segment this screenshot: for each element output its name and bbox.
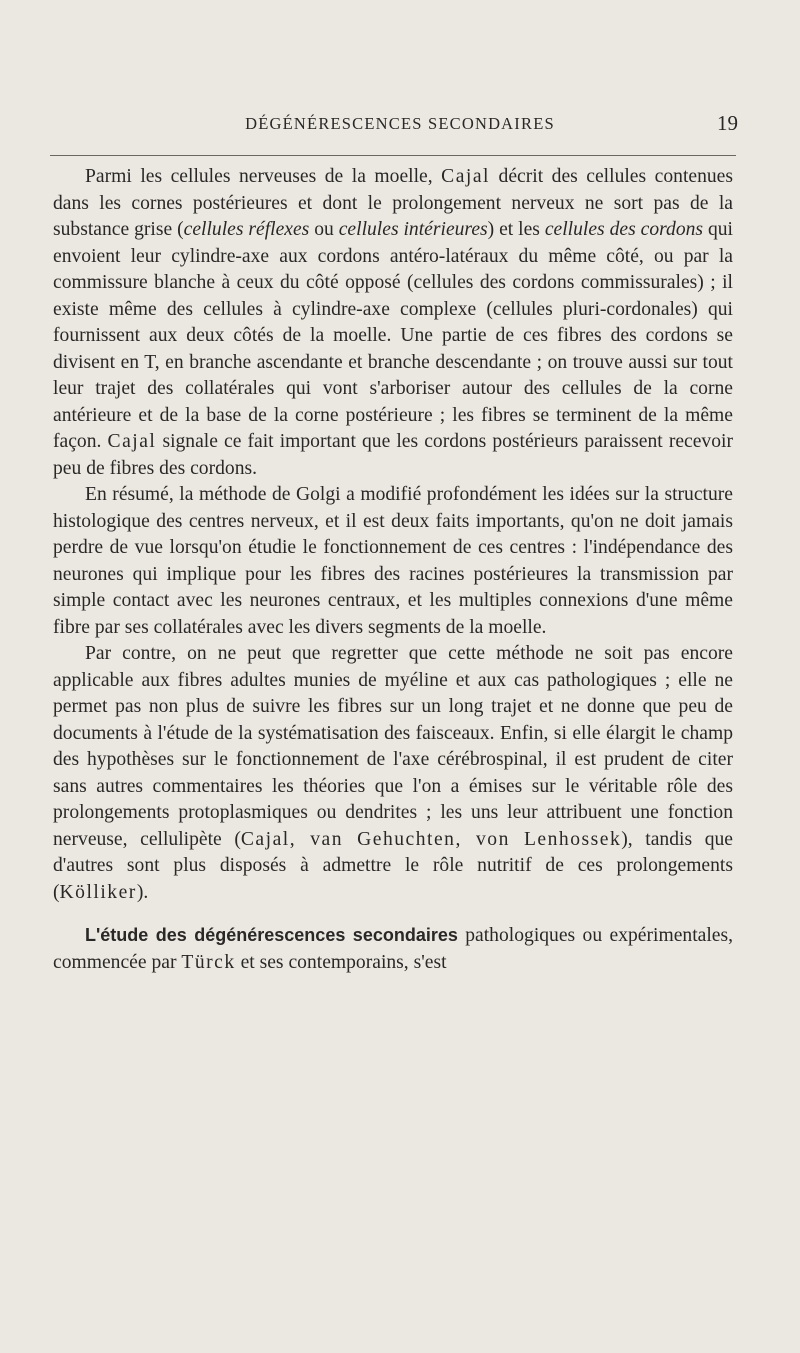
running-head: DÉGÉNÉRESCENCES SECONDAIRES bbox=[245, 114, 555, 133]
text-segment: ), tandis que d'autres sont plus disposés à admettre le rôle nutritif de ces prolongements ( bbox=[53, 828, 733, 903]
section-lead: L'étude des dégénérescences secondaires bbox=[85, 925, 458, 945]
body-text bbox=[53, 164, 733, 976]
page-number: 19 bbox=[717, 111, 738, 135]
text-segment: Par contre, on ne peut que regretter que cette méthode ne soit pas encore applicable aux fibres adultes munies de myéline et aux cas pathologiques ; elle ne permet pas non plus de suivre les fibres sur un long trajet et ne donne que peu de documents à l'étude de la systématisation des faisceaux. Enfin, si elle élargit le champ des hypothèses sur le fonctionnement de l'axe cérébrospinal, il est prudent de citer sans autres commentaires les théories que l'on a émises sur le véritable rôle des prolongements protoplasmiques ou dendrites ; les uns leur attribuent une fonction nerveuse, cellulipète ( bbox=[53, 643, 733, 850]
author-names: Cajal, van Gehuchten, von Lenhossek bbox=[240, 828, 622, 850]
text-segment: signale ce fait important que les cordons postérieurs paraissent recevoir peu de fibres des cordons. bbox=[53, 431, 733, 479]
paragraph-2: En résumé, la méthode de Golgi a modifié profondément les idées sur la structure histologique des centres nerveux, et il est deux faits importants, qu'on ne doit jamais perdre de vue lorsqu'on étudie le fonctionnement de ces centres : l'indépendance des neurones qui implique pour les fibres des racines postérieures la transmission par simple contact avec les neurones centraux, et les multiples connexions d'une même fibre par ses collatérales avec les divers segments de la moelle. bbox=[53, 484, 733, 638]
text-segment: et ses contemporains, s'est bbox=[235, 951, 447, 973]
text-segment: décrit des cellules contenues dans les cornes postérieures et dont le prolongement nerveux ne sort pas de la substance grise ( bbox=[53, 166, 733, 240]
text-segment: ou bbox=[309, 219, 339, 240]
text-segment: qui envoient leur cylindre-axe aux cordons antéro-latéraux du même côté, ou par la commissure blanche à ceux du côté opposé (cellules des cordons commissurales) ; il existe même des cellules à cylindre-axe complexe (cellules pluri-cordonales) qui fournissent aux deux côtés de la moelle. Une partie de ces fibres des cordons se divisent en T, en branche ascendante et branche descendante ; on trouve aussi sur tout leur trajet des collatérales qui vont s'arboriser autour des cellules de la corne antérieure et de la base de la corne postérieure ; les fibres se terminent de la même façon. bbox=[53, 219, 733, 452]
author-name: Cajal bbox=[441, 166, 491, 187]
author-name: Kölliker bbox=[59, 881, 137, 903]
paragraph-3 bbox=[53, 641, 733, 906]
author-name: Cajal bbox=[107, 431, 157, 452]
paragraph-4 bbox=[53, 922, 733, 976]
page-header bbox=[60, 111, 740, 144]
header-rule bbox=[50, 155, 736, 156]
italic-term: cellules intérieures bbox=[338, 219, 488, 240]
author-name: Türck bbox=[181, 951, 236, 973]
text-segment: Parmi les cellules nerveuses de la moelle, bbox=[85, 166, 442, 187]
italic-term: cellules des cordons bbox=[544, 219, 704, 240]
paragraph-1 bbox=[53, 164, 733, 482]
text-segment: pathologiques ou expérimentales, commencée par bbox=[53, 925, 734, 973]
text-segment: ). bbox=[136, 881, 149, 903]
italic-term: cellules réflexes bbox=[183, 219, 310, 240]
text-segment: ) et les bbox=[487, 219, 545, 240]
